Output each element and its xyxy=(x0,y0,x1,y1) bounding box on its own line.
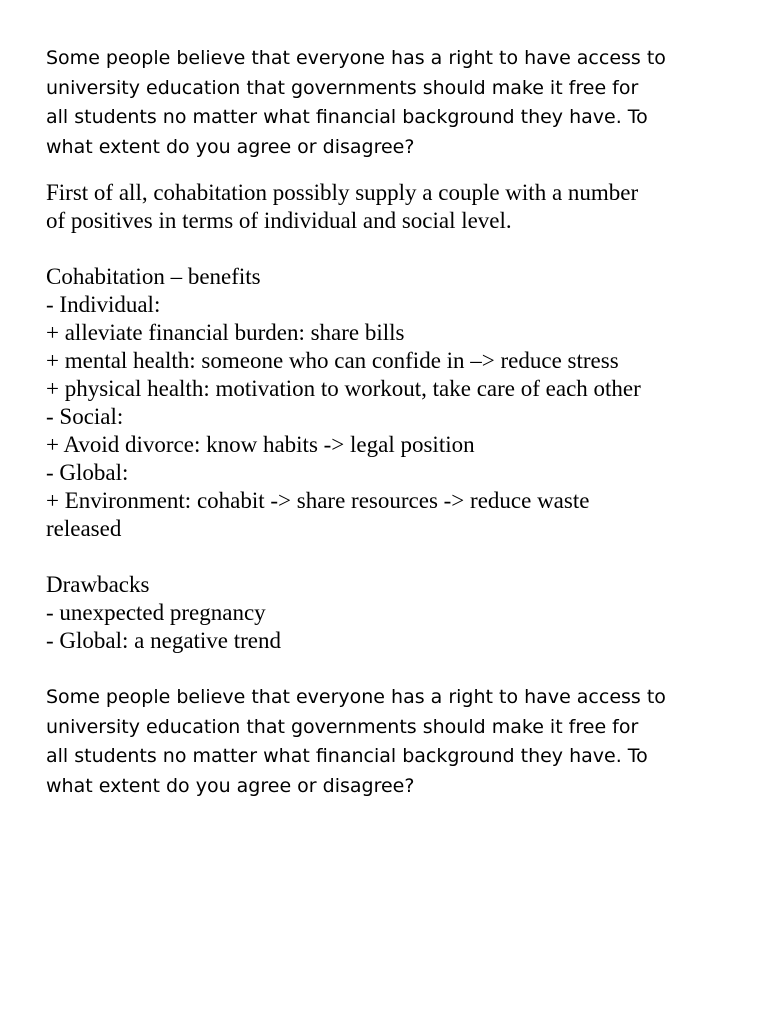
benefits-line: - Social: xyxy=(46,404,124,429)
benefits-line: - Global: xyxy=(46,460,129,485)
blank-line xyxy=(46,235,736,263)
prompt-line: what extent do you agree or disagree? xyxy=(46,774,415,797)
prompt-line: all students no matter what financial background they have. To xyxy=(46,106,648,128)
benefits-line: + Environment: cohabit -> share resources -> reduce waste xyxy=(46,488,590,513)
prompt-line: Some people believe that everyone has a right to have access to xyxy=(46,686,666,708)
intro-line: of positives in terms of individual and social level. xyxy=(46,208,512,233)
drawbacks-heading: Drawbacks xyxy=(46,572,150,597)
benefits-heading: Cohabitation – benefits xyxy=(46,264,261,289)
blank-line xyxy=(46,543,736,571)
benefits-line: + alleviate financial burden: share bills xyxy=(46,320,405,345)
drawbacks-line: - Global: a negative trend xyxy=(46,628,282,653)
prompt-line: what extent do you agree or disagree? xyxy=(46,135,415,158)
benefits-line: + Avoid divorce: know habits -> legal position xyxy=(46,432,475,457)
benefits-line: released xyxy=(46,516,122,541)
essay-notes xyxy=(46,179,736,655)
prompt-line: Some people believe that everyone has a right to have access to xyxy=(46,47,666,69)
prompt-line: university education that governments should make it free for xyxy=(46,76,639,99)
drawbacks-line: - unexpected pregnancy xyxy=(46,600,266,625)
intro-line: First of all, cohabitation possibly supply a couple with a number xyxy=(46,180,639,205)
benefits-line: + mental health: someone who can confide in –> reduce stress xyxy=(46,348,619,373)
benefits-line: + physical health: motivation to workout, take care of each other xyxy=(46,376,641,401)
prompt-line: university education that governments should make it free for xyxy=(46,715,639,738)
benefits-line: - Individual: xyxy=(46,292,161,317)
prompt-line: all students no matter what financial background they have. To xyxy=(46,745,648,767)
essay-prompt-bottom xyxy=(46,683,726,801)
essay-prompt-top xyxy=(46,44,726,162)
